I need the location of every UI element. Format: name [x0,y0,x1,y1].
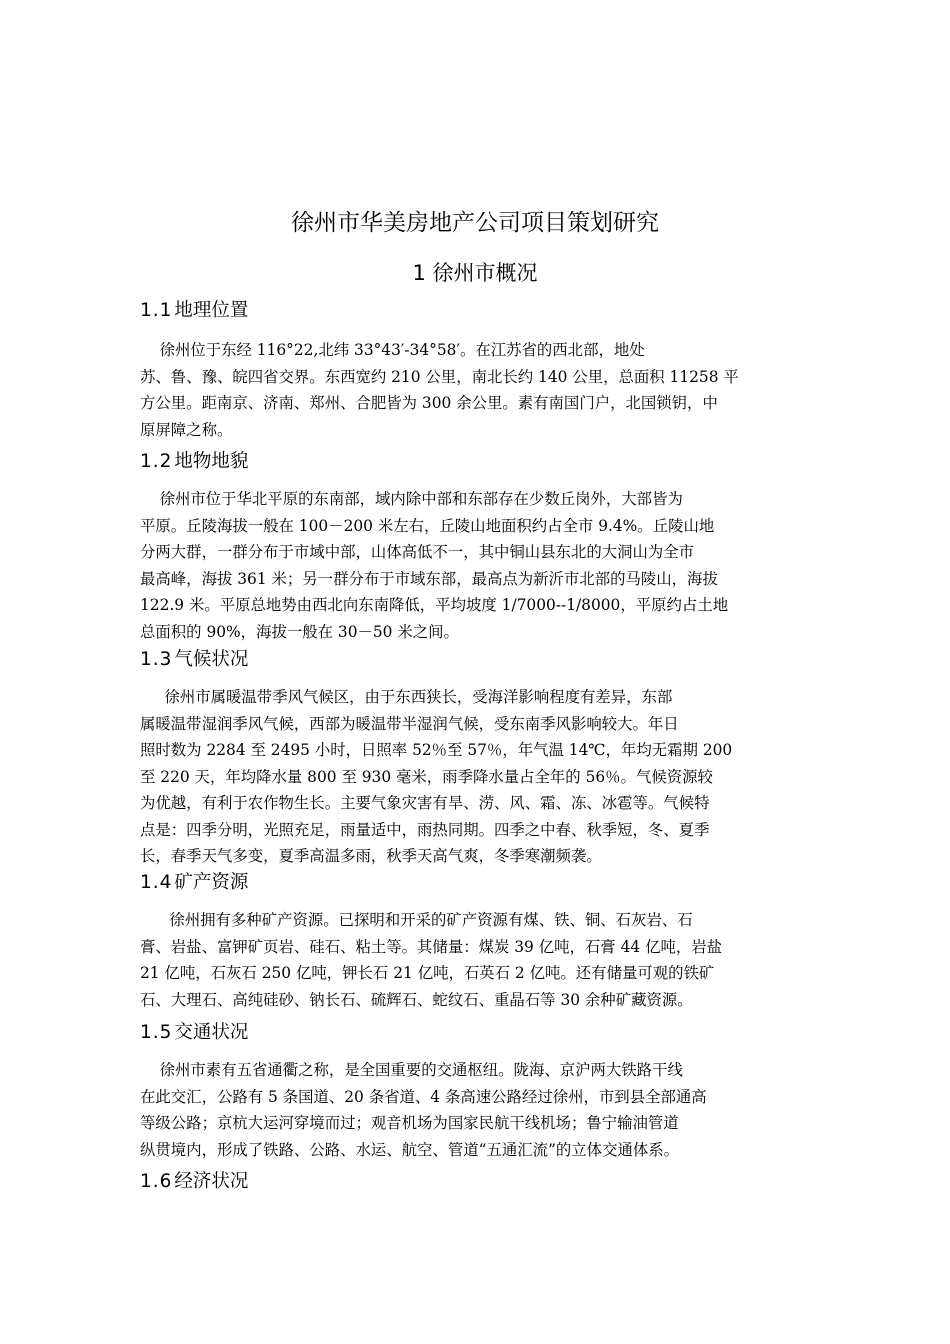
paragraph-landform [140,486,810,645]
section-number: 1.1 [140,300,173,321]
section-title: 气候状况 [174,649,249,670]
paragraph-line: 照时数为 2284 至 2495 小时，日照率 52％至 57％，年气温 14℃，年均无霜期 200 [140,741,733,759]
section-title: 地理位置 [174,300,249,321]
section-title: 交通状况 [174,1022,249,1043]
paragraph-line: 最高峰，海拔 361 米；另一群分布于市域东部，最高点为新沂市北部的马陵山，海拔 [140,569,718,588]
paragraph-line: 纵贯境内，形成了铁路、公路、水运、航空、管道“五通汇流”的立体交通体系。 [140,1140,680,1159]
paragraph-line: 属暖温带湿润季风气候，西部为暖温带半湿润气候，受东南季风影响较大。年日 [140,714,679,733]
paragraph-line: 长，春季天气多变，夏季高温多雨，秋季天高气爽，冬季寒潮频袭。 [140,847,602,865]
paragraph-line: 石、大理石、高纯硅砂、钠长石、硫辉石、蛇纹石、重晶石等 30 余种矿藏资源。 [140,990,693,1009]
paragraph-climate [140,684,810,870]
paragraph-line: 徐州市位于华北平原的东南部，域内除中部和东部存在少数丘岗外，大部皆为 [140,490,683,508]
section-number: 1.2 [140,451,173,472]
paragraph-geography [140,337,810,443]
paragraph-minerals [140,907,810,1013]
paragraph-line: 徐州市素有五省通衢之称，是全国重要的交通枢纽。陇海、京沪两大铁路干线 [140,1061,683,1079]
section-number: 1.4 [140,872,173,893]
section-title: 地物地貌 [174,451,249,472]
section-heading-landform [140,449,248,475]
paragraph-line: 21 亿吨，石灰石 250 亿吨，钾长石 21 亿吨，石英石 2 亿吨。还有储量可观的铁矿 [140,964,715,982]
section-title: 经济状况 [174,1171,249,1192]
section-title: 矿产资源 [174,872,249,893]
section-heading-minerals [140,870,248,896]
paragraph-line: 等级公路；京杭大运河穿境而过；观音机场为国家民航干线机场；鲁宁输油管道 [140,1114,679,1132]
document-title: 徐州市华美房地产公司项目策划研究 [291,210,659,236]
paragraph-line: 分两大群，一群分布于市域中部，山体高低不一，其中铜山县东北的大洞山为全市 [140,543,695,561]
paragraph-line: 在此交汇，公路有 5 条国道、20 条省道、4 条高速公路经过徐州，市到县全部通高 [140,1087,707,1106]
paragraph-line: 为优越，有利于农作物生长。主要气象灾害有旱、涝、风、霜、冻、冰雹等。气候特 [140,794,710,812]
paragraph-line: 徐州拥有多种矿产资源。已探明和开采的矿产资源有煤、铁、铜、石灰岩、石 [140,911,693,929]
paragraph-line: 总面积的 90%，海拔一般在 30－50 米之间。 [140,622,459,641]
section-number: 1.6 [140,1171,173,1192]
paragraph-transport [140,1057,810,1163]
paragraph-line: 122.9 米。平原总地势由西北向东南降低，平均坡度 1/7000--1/8000，平原约占土地 [140,596,729,614]
section-heading-transport [140,1020,248,1046]
paragraph-line: 徐州市属暖温带季风气候区，由于东西狭长，受海洋影响程度有差异，东部 [140,688,673,706]
section-number: 1.3 [140,649,173,670]
paragraph-line: 方公里。距南京、济南、郑州、合肥皆为 300 余公里。素有南国门户，北国锁钥，中 [140,394,718,412]
paragraph-line: 徐州位于东经 116°22,北纬 33°43′-34°58′。在江苏省的西北部，地处 [140,341,645,359]
section-heading-climate [140,647,248,673]
section-heading-economy [140,1169,248,1195]
chapter-title: 1 徐州市概况 [412,261,538,285]
paragraph-line: 膏、岩盐、富钾矿页岩、硅石、粘土等。其储量：煤炭 39 亿吨，石膏 44 亿吨，岩盐 [140,937,723,956]
section-heading-geography [140,298,248,324]
paragraph-line: 苏、鲁、豫、皖四省交界。东西宽约 210 公里，南北长约 140 公里，总面积 11258 平 [140,367,739,386]
paragraph-line: 平原。丘陵海拔一般在 100－200 米左右，丘陵山地面积约占全市 9.4%。丘陵山地 [140,516,715,535]
paragraph-line: 原屏障之称。 [140,420,233,439]
section-number: 1.5 [140,1022,173,1043]
paragraph-line: 点是：四季分明，光照充足，雨量适中，雨热同期。四季之中春、秋季短，冬、夏季 [140,820,710,839]
paragraph-line: 至 220 天，年均降水量 800 至 930 毫米，雨季降水量占全年的 56％。气候资源较 [140,767,713,786]
